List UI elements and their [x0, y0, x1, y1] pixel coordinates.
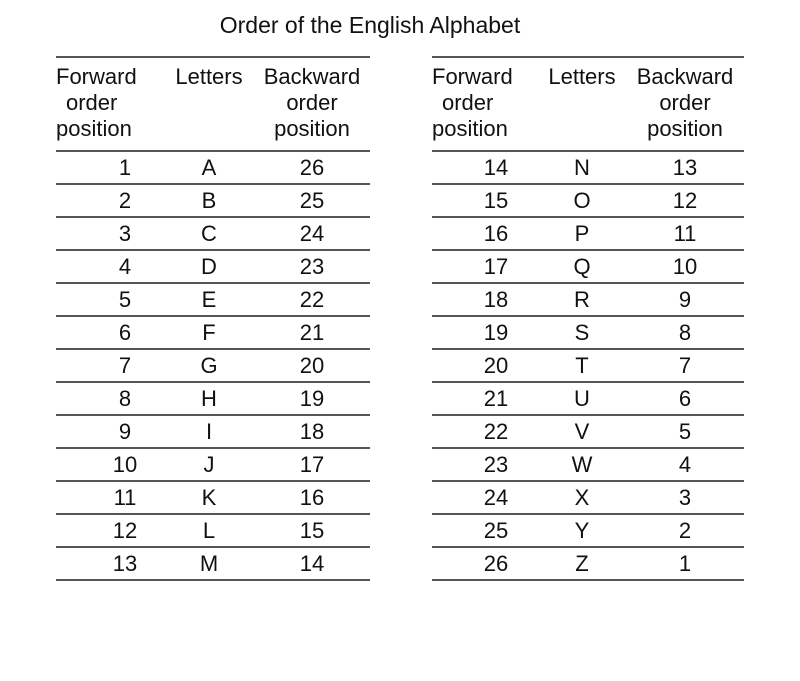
cell-letter: R — [538, 283, 626, 316]
cell-backward-position: 16 — [254, 481, 370, 514]
cell-letter: U — [538, 382, 626, 415]
cell-backward-position: 10 — [626, 250, 744, 283]
cell-forward-position: 25 — [432, 514, 538, 547]
cell-forward-position: 20 — [432, 349, 538, 382]
cell-letter: B — [164, 184, 254, 217]
cell-forward-position: 4 — [56, 250, 164, 283]
table-row — [56, 514, 370, 547]
cell-forward-position: 5 — [56, 283, 164, 316]
cell-backward-position: 1 — [678, 551, 692, 576]
header-forward-line-3: position — [56, 116, 132, 141]
cell-forward-position: 7 — [56, 349, 164, 382]
table-row — [432, 250, 744, 283]
table-row — [432, 151, 744, 184]
table-row — [56, 481, 370, 514]
cell-backward-position: 14 — [299, 551, 325, 576]
cell-forward-position: 14 — [432, 151, 538, 184]
cell-letter: S — [538, 316, 626, 349]
cell-letter: V — [538, 415, 626, 448]
cell-letter: W — [538, 448, 626, 481]
table-row — [56, 448, 370, 481]
header-letters: Letters — [538, 57, 626, 151]
header-forward-position — [56, 57, 164, 151]
cell-letter: A — [164, 151, 254, 184]
cell-backward-position: 12 — [626, 184, 744, 217]
header-backward-position — [254, 57, 370, 151]
table-row — [56, 283, 370, 316]
table-row — [56, 250, 370, 283]
header-forward-line-2: order — [442, 90, 494, 115]
cell-backward-position: 8 — [626, 316, 744, 349]
cell-forward-position: 24 — [432, 481, 538, 514]
cell-letter: N — [538, 151, 626, 184]
table-body-left — [56, 151, 370, 580]
cell-backward-position: 19 — [254, 382, 370, 415]
table-row — [432, 481, 744, 514]
alphabet-table-right — [432, 56, 744, 581]
cell-backward-position: 21 — [254, 316, 370, 349]
cell-forward-position: 21 — [432, 382, 538, 415]
header-forward-line-1: Forward — [432, 64, 513, 89]
cell-forward-position: 13 — [112, 551, 138, 576]
header-backward-line-2: order — [286, 90, 338, 115]
cell-forward-position: 6 — [56, 316, 164, 349]
cell-letter: Y — [538, 514, 626, 547]
page-title: Order of the English Alphabet — [219, 12, 521, 38]
cell-forward-position: 26 — [483, 551, 509, 576]
table-header-row — [56, 57, 370, 151]
table-row — [56, 217, 370, 250]
cell-backward-position: 2 — [626, 514, 744, 547]
cell-forward-position: 11 — [56, 481, 164, 514]
cell-letter: J — [164, 448, 254, 481]
cell-backward-position: 25 — [254, 184, 370, 217]
cell-backward-position: 3 — [626, 481, 744, 514]
cell-letter: Z — [575, 551, 589, 576]
cell-forward-position: 1 — [56, 151, 164, 184]
header-letters: Letters — [164, 57, 254, 151]
cell-letter: P — [538, 217, 626, 250]
header-backward-position — [626, 57, 744, 151]
cell-backward-position: 17 — [254, 448, 370, 481]
cell-forward-position: 16 — [432, 217, 538, 250]
cell-letter: T — [538, 349, 626, 382]
table-row — [56, 349, 370, 382]
table-row — [432, 547, 744, 580]
cell-letter: H — [164, 382, 254, 415]
cell-backward-position: 6 — [626, 382, 744, 415]
table-row — [432, 283, 744, 316]
cell-forward-position: 19 — [432, 316, 538, 349]
cell-letter: L — [164, 514, 254, 547]
cell-forward-position: 10 — [56, 448, 164, 481]
cell-letter: C — [164, 217, 254, 250]
cell-forward-position: 23 — [432, 448, 538, 481]
table-row — [432, 316, 744, 349]
cell-letter: O — [538, 184, 626, 217]
cell-backward-position: 20 — [254, 349, 370, 382]
cell-letter: E — [164, 283, 254, 316]
cell-backward-position: 24 — [254, 217, 370, 250]
cell-letter: K — [164, 481, 254, 514]
alphabet-table-left — [56, 56, 370, 581]
cell-forward-position: 2 — [56, 184, 164, 217]
header-backward-line-1: Backward — [636, 64, 734, 89]
table-row — [56, 547, 370, 580]
cell-backward-position: 23 — [254, 250, 370, 283]
table-row — [432, 514, 744, 547]
cell-backward-position: 18 — [254, 415, 370, 448]
cell-backward-position: 26 — [254, 151, 370, 184]
cell-forward-position: 15 — [432, 184, 538, 217]
cell-forward-position: 17 — [432, 250, 538, 283]
cell-backward-position: 7 — [626, 349, 744, 382]
table-row — [432, 382, 744, 415]
table-row — [432, 349, 744, 382]
header-backward-line-3: position — [647, 116, 723, 141]
cell-forward-position: 8 — [56, 382, 164, 415]
header-backward-line-1: Backward — [263, 64, 361, 89]
header-forward-line-1: Forward — [56, 64, 137, 89]
cell-forward-position: 18 — [432, 283, 538, 316]
cell-backward-position: 9 — [626, 283, 744, 316]
header-forward-line-3: position — [432, 116, 508, 141]
table-row — [56, 316, 370, 349]
cell-letter: M — [199, 551, 219, 576]
cell-forward-position: 12 — [56, 514, 164, 547]
cell-forward-position: 3 — [56, 217, 164, 250]
table-header-row — [432, 57, 744, 151]
table-row — [432, 415, 744, 448]
table-row — [432, 184, 744, 217]
header-forward-line-2: order — [66, 90, 118, 115]
cell-forward-position: 22 — [432, 415, 538, 448]
table-row — [432, 448, 744, 481]
cell-letter: D — [164, 250, 254, 283]
table-row — [56, 184, 370, 217]
cell-backward-position: 4 — [626, 448, 744, 481]
cell-letter: F — [164, 316, 254, 349]
cell-backward-position: 11 — [626, 217, 744, 250]
header-backward-line-3: position — [274, 116, 350, 141]
table-row — [432, 217, 744, 250]
cell-letter: I — [164, 415, 254, 448]
cell-backward-position: 22 — [254, 283, 370, 316]
cell-letter: X — [538, 481, 626, 514]
cell-forward-position: 9 — [56, 415, 164, 448]
table-row — [56, 415, 370, 448]
cell-letter: Q — [538, 250, 626, 283]
table-body-right — [432, 151, 744, 580]
table-row — [56, 151, 370, 184]
cell-backward-position: 13 — [626, 151, 744, 184]
header-forward-position — [432, 57, 538, 151]
header-backward-line-2: order — [659, 90, 711, 115]
cell-backward-position: 15 — [254, 514, 370, 547]
cell-backward-position: 5 — [626, 415, 744, 448]
cell-letter: G — [164, 349, 254, 382]
table-row — [56, 382, 370, 415]
